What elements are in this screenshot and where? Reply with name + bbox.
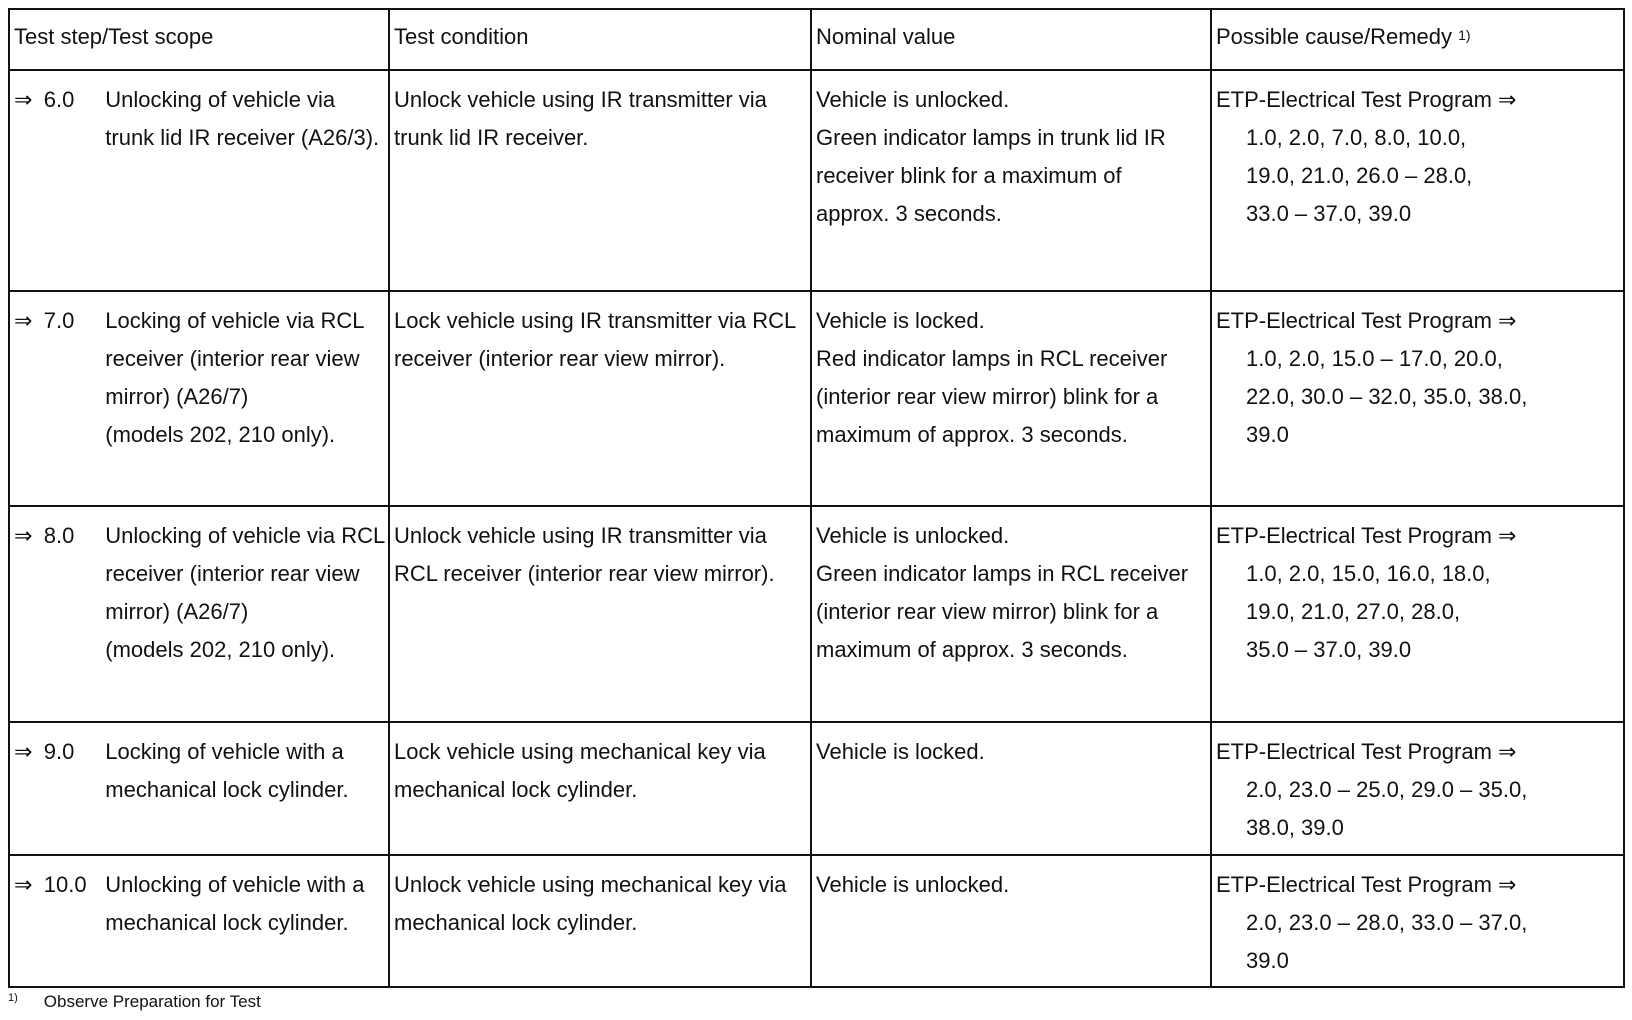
remedy-cell — [1211, 70, 1624, 291]
test-scope-cell — [9, 722, 389, 855]
arrow-icon: ⇒ — [14, 872, 33, 897]
test-scope-cell — [9, 506, 389, 722]
test-scope-cell — [9, 70, 389, 291]
header-remedy-footnote-mark: 1) — [1458, 27, 1471, 43]
remedy-title: ETP-Electrical Test Program ⇒ — [1216, 308, 1517, 333]
header-nominal-value: Nominal value — [811, 9, 1211, 70]
remedy-line: 1.0, 2.0, 15.0 – 17.0, 20.0, — [1246, 346, 1503, 371]
test-scope-cell — [9, 291, 389, 506]
header-test-condition: Test condition — [389, 9, 811, 70]
table-row — [9, 722, 1624, 855]
step-number: 8.0 — [43, 523, 75, 548]
header-test-scope: Test step/Test scope — [9, 9, 389, 70]
remedy-line: 39.0 — [1246, 948, 1289, 973]
scope-line: mechanical lock cylinder. — [105, 777, 349, 802]
remedy-cell — [1211, 855, 1624, 987]
remedy-title: ETP-Electrical Test Program ⇒ — [1216, 523, 1517, 548]
condition-line: Unlock vehicle using IR transmitter via — [394, 87, 767, 112]
table-header-row — [9, 9, 1624, 70]
header-remedy — [1211, 9, 1624, 70]
condition-line: mechanical lock cylinder. — [394, 910, 638, 935]
arrow-icon: ⇒ — [14, 87, 33, 112]
nominal-value-cell — [811, 291, 1211, 506]
scope-line: Unlocking of vehicle via RCL — [105, 523, 386, 548]
test-scope-cell — [9, 855, 389, 987]
nominal-line: Green indicator lamps in trunk lid IR — [816, 125, 1166, 150]
nominal-line: receiver blink for a maximum of — [816, 163, 1122, 188]
nominal-line: Green indicator lamps in RCL receiver — [816, 561, 1189, 586]
nominal-line: (interior rear view mirror) blink for a — [816, 384, 1159, 409]
remedy-line: 1.0, 2.0, 15.0, 16.0, 18.0, — [1246, 561, 1491, 586]
scope-line: mechanical lock cylinder. — [105, 910, 349, 935]
table-row — [9, 506, 1624, 722]
step-number: 6.0 — [43, 87, 75, 112]
table-row — [9, 855, 1624, 987]
nominal-line: Vehicle is unlocked. — [816, 523, 1010, 548]
condition-line: trunk lid IR receiver. — [394, 125, 589, 150]
remedy-line: 22.0, 30.0 – 32.0, 35.0, 38.0, — [1246, 384, 1528, 409]
nominal-line: (interior rear view mirror) blink for a — [816, 599, 1159, 624]
nominal-line: maximum of approx. 3 seconds. — [816, 422, 1128, 447]
condition-line: Lock vehicle using IR transmitter via RCL — [394, 308, 797, 333]
remedy-line: 2.0, 23.0 – 28.0, 33.0 – 37.0, — [1246, 910, 1528, 935]
test-procedure-table — [8, 8, 1625, 988]
scope-line: Unlocking of vehicle via — [105, 87, 336, 112]
header-remedy-label: Possible cause/Remedy — [1216, 24, 1453, 49]
scope-line: Locking of vehicle with a — [105, 739, 344, 764]
condition-line: Unlock vehicle using mechanical key via — [394, 872, 787, 897]
nominal-line: Vehicle is locked. — [816, 739, 985, 764]
nominal-line: Red indicator lamps in RCL receiver — [816, 346, 1168, 371]
scope-line: (models 202, 210 only). — [105, 422, 336, 447]
condition-line: mechanical lock cylinder. — [394, 777, 638, 802]
nominal-value-cell — [811, 70, 1211, 291]
footnote-mark: 1) — [8, 992, 18, 1004]
remedy-cell — [1211, 291, 1624, 506]
nominal-line: approx. 3 seconds. — [816, 201, 1002, 226]
condition-line: Unlock vehicle using IR transmitter via — [394, 523, 767, 548]
footnote-text: Observe Preparation for Test — [43, 992, 261, 1011]
nominal-line: maximum of approx. 3 seconds. — [816, 637, 1128, 662]
remedy-title: ETP-Electrical Test Program ⇒ — [1216, 87, 1517, 112]
nominal-line: Vehicle is unlocked. — [816, 872, 1010, 897]
step-number: 9.0 — [43, 739, 75, 764]
table-row — [9, 291, 1624, 506]
remedy-line: 38.0, 39.0 — [1246, 815, 1344, 840]
remedy-cell — [1211, 722, 1624, 855]
step-number: 10.0 — [43, 872, 87, 897]
remedy-line: 2.0, 23.0 – 25.0, 29.0 – 35.0, — [1246, 777, 1528, 802]
condition-line: receiver (interior rear view mirror). — [394, 346, 726, 371]
nominal-line: Vehicle is unlocked. — [816, 87, 1010, 112]
nominal-value-cell — [811, 855, 1211, 987]
footnote — [8, 992, 261, 1012]
remedy-line: 1.0, 2.0, 7.0, 8.0, 10.0, — [1246, 125, 1467, 150]
arrow-icon: ⇒ — [14, 308, 33, 333]
scope-line: trunk lid IR receiver (A26/3). — [105, 125, 380, 150]
scope-line: mirror) (A26/7) — [105, 599, 249, 624]
remedy-cell — [1211, 506, 1624, 722]
arrow-icon: ⇒ — [14, 523, 33, 548]
scope-line: receiver (interior rear view — [105, 346, 360, 371]
test-condition-cell — [389, 722, 811, 855]
table-row — [9, 70, 1624, 291]
condition-line: RCL receiver (interior rear view mirror). — [394, 561, 775, 586]
remedy-line: 19.0, 21.0, 26.0 – 28.0, — [1246, 163, 1473, 188]
remedy-title: ETP-Electrical Test Program ⇒ — [1216, 872, 1517, 897]
remedy-line: 33.0 – 37.0, 39.0 — [1246, 201, 1412, 226]
remedy-title: ETP-Electrical Test Program ⇒ — [1216, 739, 1517, 764]
remedy-line: 39.0 — [1246, 422, 1289, 447]
nominal-value-cell — [811, 506, 1211, 722]
test-condition-cell — [389, 70, 811, 291]
scope-line: Locking of vehicle via RCL — [105, 308, 365, 333]
test-condition-cell — [389, 291, 811, 506]
nominal-value-cell — [811, 722, 1211, 855]
step-number: 7.0 — [43, 308, 75, 333]
arrow-icon: ⇒ — [14, 739, 33, 764]
scope-line: mirror) (A26/7) — [105, 384, 249, 409]
remedy-line: 35.0 – 37.0, 39.0 — [1246, 637, 1412, 662]
condition-line: Lock vehicle using mechanical key via — [394, 739, 766, 764]
scope-line: Unlocking of vehicle with a — [105, 872, 365, 897]
test-condition-cell — [389, 506, 811, 722]
scope-line: (models 202, 210 only). — [105, 637, 336, 662]
nominal-line: Vehicle is locked. — [816, 308, 985, 333]
remedy-line: 19.0, 21.0, 27.0, 28.0, — [1246, 599, 1461, 624]
scope-line: receiver (interior rear view — [105, 561, 360, 586]
test-condition-cell — [389, 855, 811, 987]
